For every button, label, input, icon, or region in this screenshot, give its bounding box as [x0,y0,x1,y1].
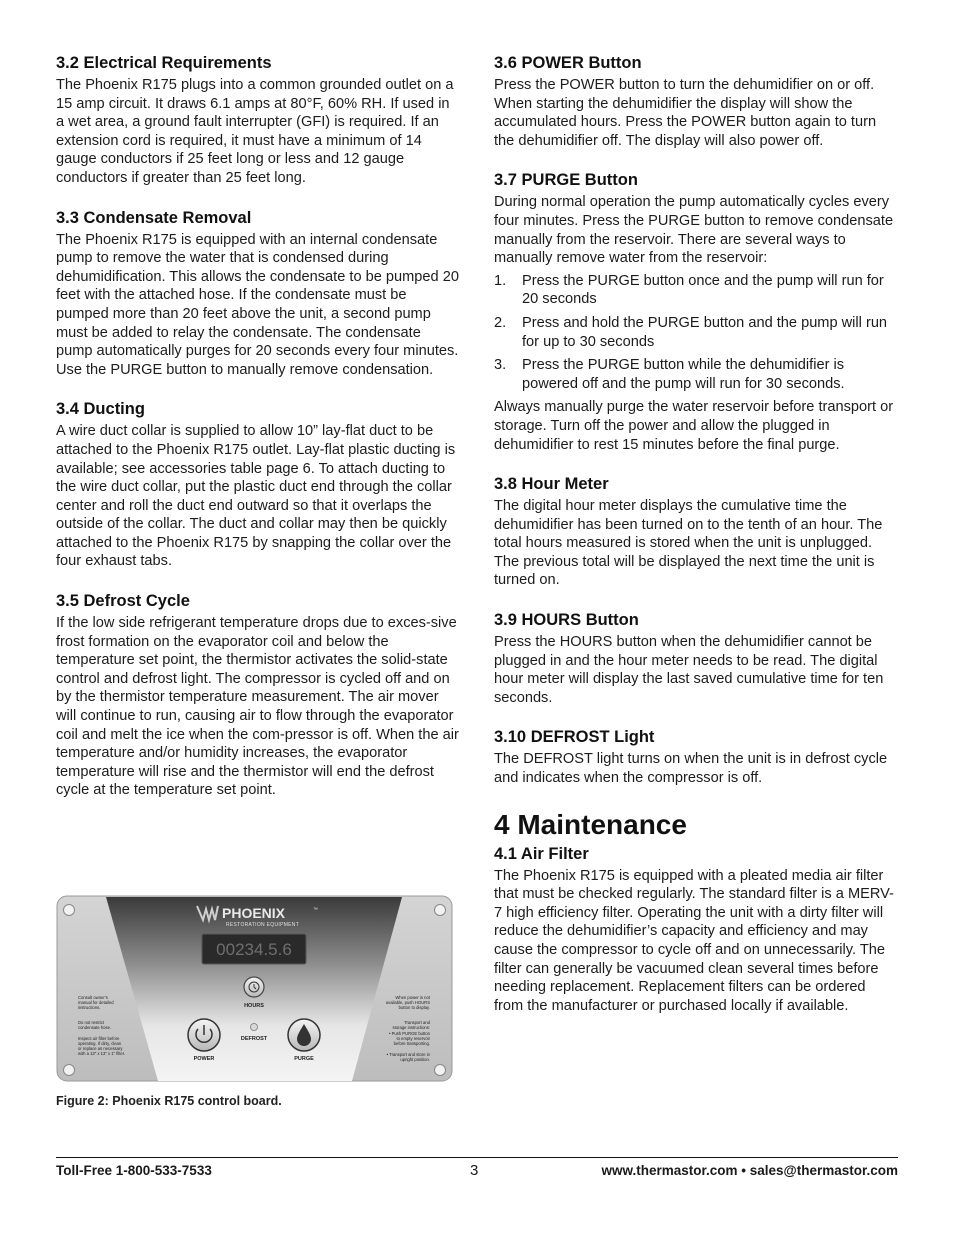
section-air-filter [494,844,898,1016]
page-number: 3 [470,1162,479,1179]
svg-text:to empty reservoir: to empty reservoir [396,1036,430,1041]
display-digits: 00234.5.6 [216,940,292,959]
section-ducting [56,399,460,571]
screw-icon [64,1065,75,1076]
section-heading: 3.5 Defrost Cycle [56,592,190,611]
section-heading: 3.4 Ducting [56,400,145,419]
defrost-light [251,1024,258,1031]
section-heading: 3.6 POWER Button [494,54,642,72]
svg-text:Inspect air filter before: Inspect air filter before [78,1036,120,1041]
section-body: The digital hour meter displays the cumulative time the dehumidifier has been turned on to the tenth of an hour. The total hours measured is stored when the unit is unplugged. The previous total will be displayed the next time the unit is turned on. [494,498,883,589]
chapter-heading: 4 Maintenance [494,808,687,840]
section-body: If the low side refrigerant temperature drops due to exces-sive frost formation on the evaporator coil and below the temperature set point, the thermistor activates the solid-state control and defrost light. The compressor is cycled off and on by the thermistor temperature measurement. The air mover will continue to run, causing air to flow through the evaporator coil and melt the ice when the com-pressor is off. When the air temperature and/or humidity increases, the evaporator temperature will rise and the thermistor will end the defrost cycle at the temperature set point. [56,615,459,799]
screw-icon [64,905,75,916]
section-body: The Phoenix R175 plugs into a common grounded outlet on a 15 amp circuit. It draws 6.1 amps at 80°F, 60% RH. If used in a wet area, a ground fault interrupter (GFI) is required. If an extension cord is required, it must have a minimum of 14 gauge conductors if 25 feet long or less and 12 gauge conductors if greater than 25 feet long. [56,77,454,186]
svg-text:storage instructions:: storage instructions: [392,1025,430,1030]
section-body: Press the POWER button to turn the dehumidifier on or off. When starting the dehumidifier the display will show the accumulated hours. Press the POWER button again to turn the dehumidifier off. The display will also power off. [494,77,877,149]
defrost-label: DEFROST [240,1036,268,1042]
section-heading: 3.8 Hour Meter [494,475,609,494]
purge-label: PURGE [294,1056,314,1062]
svg-text:condensate hose.: condensate hose. [78,1025,112,1030]
section-hour-meter [494,474,898,590]
section-defrost-cycle [56,591,460,800]
left-column [56,53,460,820]
power-label: POWER [193,1056,215,1062]
footer-phone: Toll-Free 1-800-533-7533 [56,1163,212,1178]
svg-text:before transporting.: before transporting. [393,1041,430,1046]
screw-icon [435,1065,446,1076]
footer-contact: www.thermastor.com • sales@thermastor.com [601,1163,898,1178]
section-condensate [56,208,460,380]
brand-trademark: ™ [313,907,318,913]
section-heading: 3.7 PURGE Button [494,171,638,190]
section-heading: 3.10 DEFROST Light [494,728,655,747]
section-heading: 3.3 Condensate Removal [56,208,252,227]
purge-steps-list [494,272,898,394]
section-defrost-light [494,727,898,787]
svg-text:operating. If dirty, clean: operating. If dirty, clean [78,1041,122,1046]
svg-text:• Push PURGE button: • Push PURGE button [388,1031,430,1036]
list-item: 1. Press the PURGE button once and the pump will run for 20 seconds [494,272,884,308]
section-heading: 4.1 Air Filter [494,844,589,863]
brand-subtitle: RESTORATION EQUIPMENT [226,922,300,928]
section-body: The Phoenix R175 is equipped with an internal condensate pump to remove the water that is condensed during dehumidification. This allows the condensate to be pumped 20 feet with the attached hose. If the condensate must be pumped more than 20 feet above the unit, a second pump must be added to relay the condensate. The condensate pump automatically purges for 20 seconds every four minutes. Use the PURGE button to manually remove condensation. [56,231,459,378]
section-power-button [494,53,898,150]
svg-text:Do not restrict: Do not restrict [78,1020,105,1025]
svg-text:or replace as necessary: or replace as necessary [78,1046,123,1051]
section-body: Press the HOURS button when the dehumidifier cannot be plugged in and the hour meter needs to be read. The digital hour meter will display the last saved cumulative time for ten seconds. [494,634,884,706]
svg-text:button to display.: button to display. [398,1005,430,1010]
svg-text:instructions.: instructions. [78,1005,101,1010]
section-body: A wire duct collar is supplied to allow 10” lay-flat duct to be attached to the Phoenix R175 outlet. Lay-flat plastic ducting is available; see accessories table page 6. To attach ducting to the wire duct collar, put the plastic duct end through the collar center and roll the duct end outward so that it overlaps the outside of the collar. The duct and collar may then be quickly attached to the Phoenix R175 by snapping the collar over the four exhaust tabs. [56,423,456,570]
section-heading: 3.9 HOURS Button [494,611,639,630]
svg-text:Transport and: Transport and [404,1020,430,1025]
section-heading: 3.2 Electrical Requirements [56,54,272,72]
figure-caption: Figure 2: Phoenix R175 control board. [56,1094,282,1108]
control-board-figure [56,893,454,1083]
right-column [494,53,898,1035]
svg-text:When power is not: When power is not [395,995,430,1000]
section-body: The DEFROST light turns on when the unit is in defrost cycle and indicates when the compressor is off. [494,751,888,787]
footer-divider [56,1157,898,1158]
control-board-illustration [56,893,454,1083]
svg-text:Consult owner’s: Consult owner’s [78,995,108,1000]
brand-name: PHOENIX [222,905,286,921]
section-hours-button [494,610,898,707]
screw-icon [435,905,446,916]
list-item: 3. Press the PURGE button while the dehumidifier is powered off and the pump will run for 30 seconds. [494,357,845,392]
section-intro: During normal operation the pump automatically cycles every four minutes. Press the PURGE button to remove condensate manually from the reservoir. There are several ways to manually remove water from the reservoir: [494,194,894,267]
section-purge-button [494,170,898,454]
svg-text:upright position.: upright position. [400,1057,430,1062]
svg-text:with a 13" x 13" x 1" filter.: with a 13" x 13" x 1" filter. [78,1051,126,1056]
section-outro: Always manually purge the water reservoir before transport or storage. Turn off the power and allow the plugged in dehumidifier to rest 15 minutes before the final purge. [494,399,894,453]
hours-label: HOURS [244,1003,264,1009]
section-electrical [56,53,460,188]
svg-text:available, push HOURS: available, push HOURS [385,1000,430,1005]
svg-text:manual for detailed: manual for detailed [78,1000,114,1005]
section-body: The Phoenix R175 is equipped with a pleated media air filter that must be checked regularly. The standard filter is a MERV-7 high efficiency filter. Operating the unit with a dirty filter will reduce the dehumidifier’s capacity and efficiency and may cause the compressor to cycle off and on unnecessarily. The filter can generally be vacuumed clean several times before needing replacement. Replacement filters can be ordered from the manufacturer or purchased locally if available. [494,867,894,1014]
list-item: 2. Press and hold the PURGE button and the pump will run for up to 30 seconds [494,314,888,350]
svg-text:• Transport and store in: • Transport and store in [386,1052,430,1057]
